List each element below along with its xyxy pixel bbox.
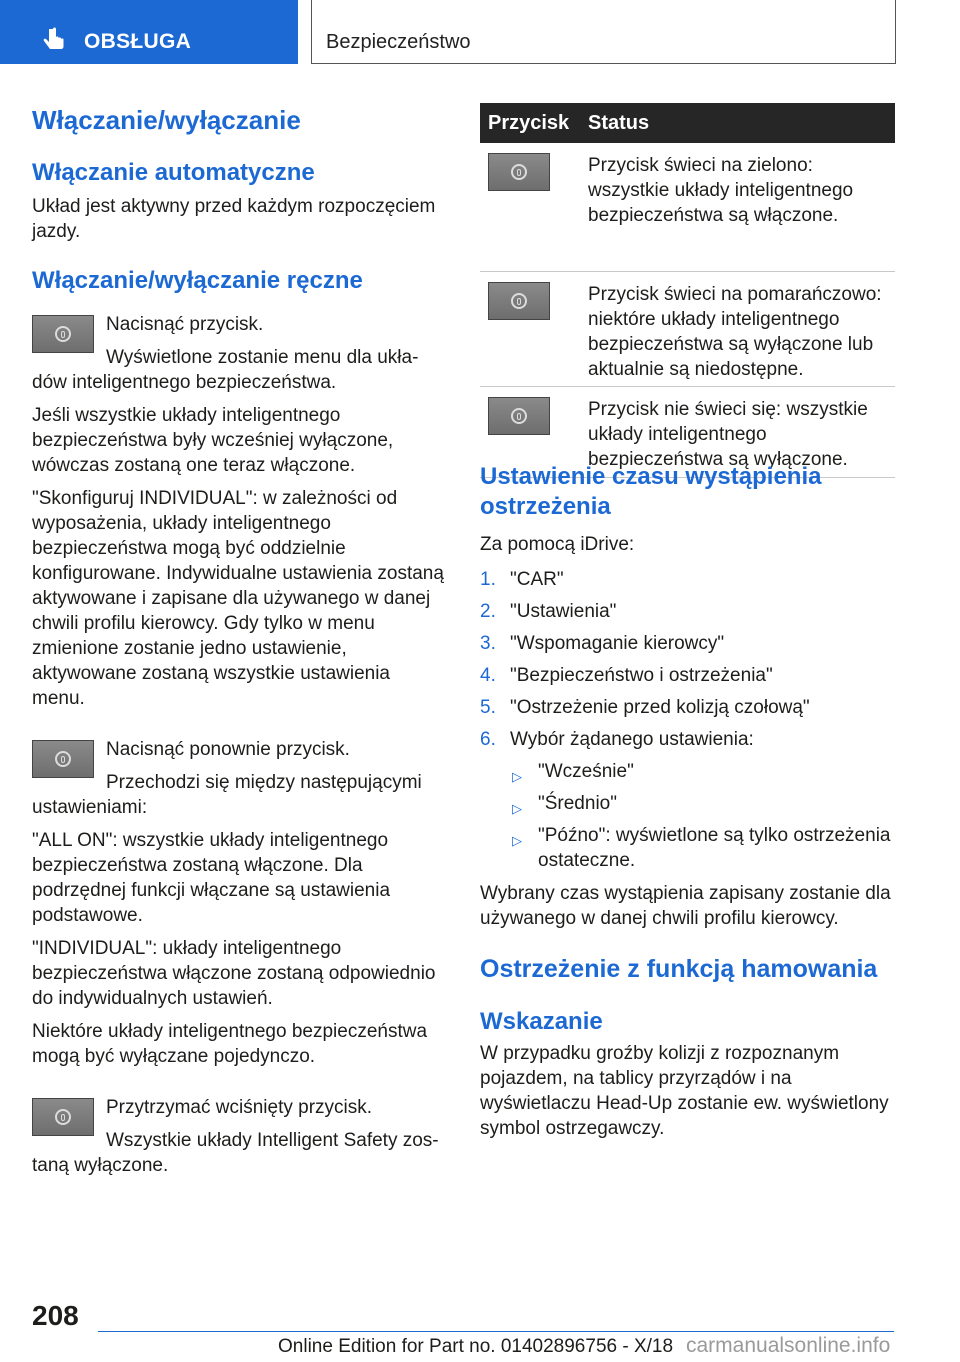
steps-list <box>480 567 895 759</box>
toggle-info: Przechodzi się między następującymi <box>106 772 422 793</box>
triangle-bullet-icon: ▷ <box>512 801 522 816</box>
chapter-header <box>311 0 896 64</box>
right-column <box>480 462 895 1141</box>
idrive-intro: Za pomocą iDrive: <box>480 534 635 555</box>
off-info: Wszystkie układy Intelligent Safety zos- <box>106 1130 439 1151</box>
off-info-cont: taną wyłączone. <box>32 1155 169 1176</box>
page-number: 208 <box>32 1300 79 1331</box>
hand-pointer-icon <box>40 26 68 54</box>
table-header-status: Status <box>580 103 895 143</box>
list-item: ▷ "Wcześnie" <box>480 759 895 791</box>
table-row <box>480 143 895 272</box>
toggle-info-cont: ustawieniami: <box>32 797 148 818</box>
press-row-2 <box>32 737 448 795</box>
list-item: 5. "Ostrzeżenie przed kolizją czołową" <box>480 697 810 718</box>
list-item: 6. Wybór żądanego ustawienia: <box>480 729 754 750</box>
heading-brake-warning: Ostrzeżenie z funkcją hamowania <box>480 955 878 983</box>
status-table <box>480 103 895 478</box>
press-row-1 <box>32 312 448 370</box>
table-header-button: Przycisk <box>480 103 580 143</box>
list-item: ▷ "Średnio" <box>480 791 895 823</box>
section-tab[interactable] <box>0 0 298 64</box>
list-item: 2. "Ustawienia" <box>480 601 617 622</box>
heading-auto: Włączanie automatyczne <box>32 159 315 186</box>
list-item: 4. "Bezpieczeństwo i ostrzeżenia" <box>480 665 773 686</box>
heading-manual: Włączanie/wyłączanie ręczne <box>32 267 363 294</box>
heading-indication: Wskazanie <box>480 1008 603 1035</box>
safety-button-icon <box>488 153 550 191</box>
safety-button-icon <box>488 397 550 435</box>
saved-info: Wybrany czas wystąpienia zapisany zostanie dla używanego w danej chwili profilu kierowcy. <box>480 883 891 929</box>
press-row-3 <box>32 1095 448 1153</box>
press-instruction-1: Nacisnąć przycisk. <box>106 314 264 335</box>
triangle-bullet-icon: ▷ <box>512 769 522 784</box>
paragraph-individual: "INDIVIDUAL": układy inteligentnego bezpieczeństwa włączone zostaną odpowiednio do indywidualnych ustawień. <box>32 938 436 1009</box>
menu-info-cont: dów inteligentnego bezpieczeństwa. <box>32 372 337 393</box>
left-column <box>32 100 448 1178</box>
press-instruction-2: Nacisnąć ponownie przycisk. <box>106 739 350 760</box>
list-item: 3. "Wspomaganie kierowcy" <box>480 633 725 654</box>
heading-warning-time: Ustawienie czasu wystąpienia ostrzeżenia <box>480 463 822 520</box>
edition-info: Online Edition for Part no. 01402896756 - X/18 <box>278 1336 674 1357</box>
safety-button-icon <box>32 315 94 353</box>
paragraph-3: "Skonfiguruj INDIVIDUAL": w zależności od wyposażenia, układy inteligentnego bezpieczeństwa mogą być oddzielnie konfigurowane. Indywidualne ustawienia zostaną aktywowane i zapisane dla używanego w danej chwili profilu kierowcy. Gdy tylko w menu zmienione zostanie jedno ustawienie, aktywowane zostaną wszystkie ustawienia menu. <box>32 488 444 709</box>
safety-button-icon <box>32 740 94 778</box>
paragraph-single: Niektóre układy inteligentnego bezpieczeństwa mogą być wyłączane pojedynczo. <box>32 1021 428 1067</box>
watermark: carmanualsonline.info <box>686 1334 891 1357</box>
paragraph-all-on: "ALL ON": wszystkie układy inteligentnego bezpieczeństwa zostaną włączone. Dla podrzędnej funkcji włączane są ustawienia podstawowe. <box>32 830 391 926</box>
triangle-bullet-icon: ▷ <box>512 833 522 848</box>
indication-text: W przypadku groźby kolizji z rozpoznanym pojazdem, na tablicy przyrządów i na wyświetlaczu Head-Up zostanie ew. wyświetlony symbol ostrzegawczy. <box>480 1043 889 1139</box>
paragraph-2: Jeśli wszystkie układy inteligentnego bezpieczeństwa były wcześniej wyłączone, wówczas zostaną one teraz włączone. <box>32 405 394 476</box>
auto-text: Układ jest aktywny przed każdym rozpoczęciem jazdy. <box>32 196 436 242</box>
press-instruction-3: Przytrzymać wciśnięty przycisk. <box>106 1097 373 1118</box>
status-cell: Przycisk świeci na zielono: wszystkie układy inteligentnego bezpieczeństwa są włączone. <box>580 143 895 272</box>
heading-on-off: Włączanie/wyłączanie <box>32 105 301 135</box>
chapter-title: Bezpieczeństwo <box>326 31 471 53</box>
footer-divider <box>98 1331 894 1332</box>
menu-info-text: Wyświetlone zostanie menu dla ukła- <box>106 347 419 368</box>
safety-button-icon <box>488 282 550 320</box>
table-row <box>480 272 895 387</box>
safety-button-icon <box>32 1098 94 1136</box>
section-tab-label: OBSŁUGA <box>84 30 192 53</box>
list-item: ▷ "Późno": wyświetlone są tylko ostrzeżenia ostateczne. <box>512 825 891 871</box>
options-list <box>480 759 895 873</box>
list-item: 1. "CAR" <box>480 569 564 590</box>
status-cell: Przycisk nie świeci się: wszystkie układy inteligentnego bezpieczeństwa są wyłączone. <box>580 387 895 478</box>
status-cell: Przycisk świeci na pomarańczowo: niektóre układy inteligentnego bezpieczeństwa są wyłączone lub aktualnie są niedostępne. <box>580 272 895 387</box>
